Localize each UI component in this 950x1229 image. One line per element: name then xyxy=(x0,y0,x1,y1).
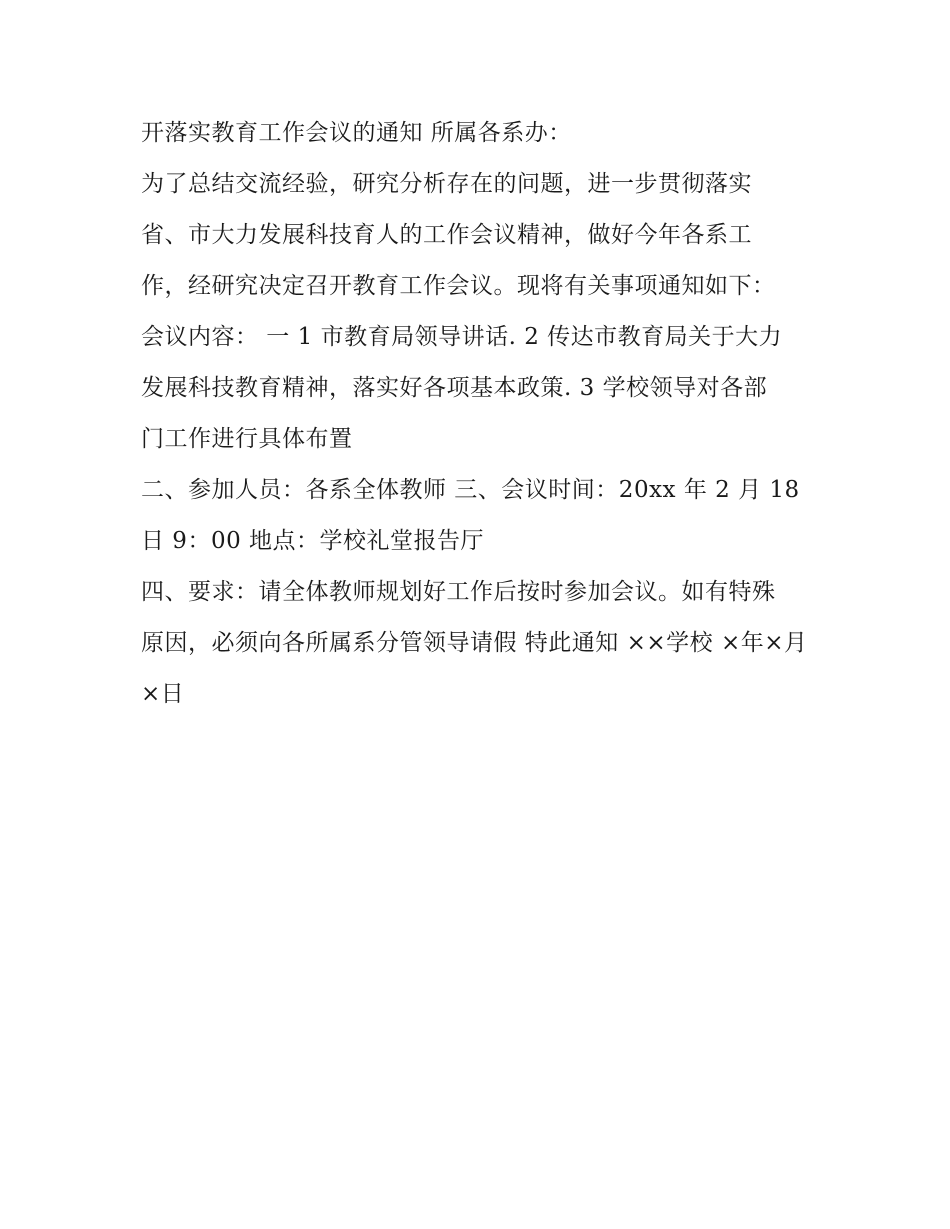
location-line: 日 9：00 地点：学校礼堂报告厅 xyxy=(141,528,485,554)
body-line: 作，经研究决定召开教育工作会议。现将有关事项通知如下： xyxy=(141,273,776,299)
meeting-content-line: 会议内容： 一 1 市教育局领导讲话. 2 传达市教育局关于大力 xyxy=(141,324,783,350)
body-line: 门工作进行具体布置 xyxy=(141,426,353,452)
date-line: ×日 xyxy=(141,681,185,707)
body-line: 原因，必须向各所属系分管领导请假 特此通知 ××学校 ×年×月 xyxy=(141,630,808,656)
body-line: 发展科技教育精神，落实好各项基本政策. 3 学校领导对各部 xyxy=(141,375,768,401)
requirements-line: 四、要求：请全体教师规划好工作后按时参加会议。如有特殊 xyxy=(141,579,776,605)
body-line: 为了总结交流经验，研究分析存在的问题，进一步贯彻落实 xyxy=(141,171,752,197)
participants-time-line: 二、参加人员：各系全体教师 三、会议时间：20xx 年 2 月 18 xyxy=(141,477,800,503)
notice-title-line: 开落实教育工作会议的通知 所属各系办： xyxy=(141,120,572,146)
notice-body xyxy=(141,108,821,720)
body-line: 省、市大力发展科技育人的工作会议精神，做好今年各系工 xyxy=(141,222,752,248)
